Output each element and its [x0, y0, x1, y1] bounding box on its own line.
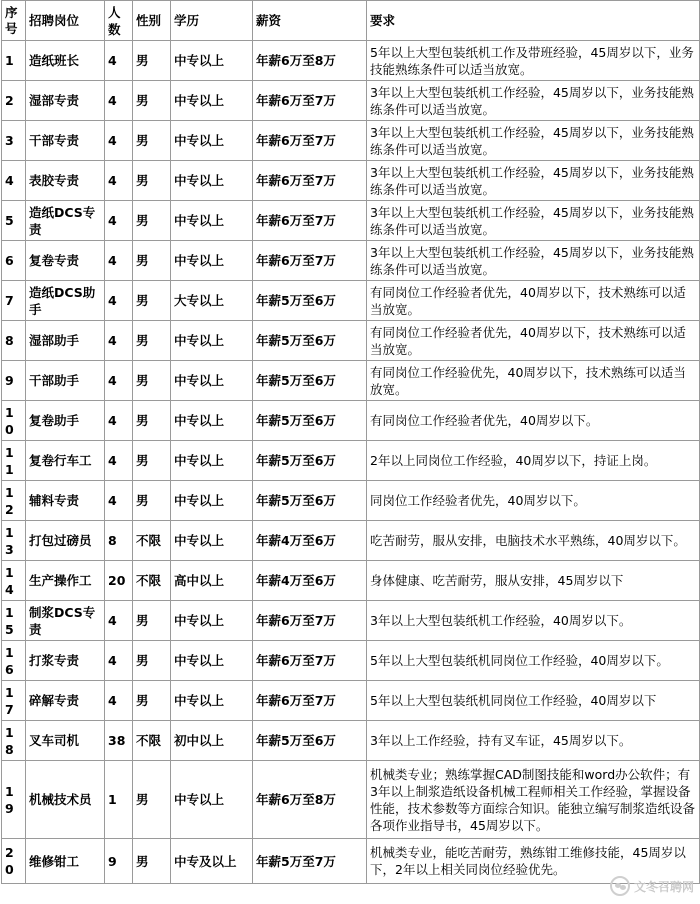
row-count: 4 [105, 361, 133, 401]
row-position: 复卷专责 [26, 241, 105, 281]
row-education: 大专以上 [171, 281, 253, 321]
header-position: 招聘岗位 [26, 1, 105, 41]
row-education: 中专以上 [171, 641, 253, 681]
row-position: 干部助手 [26, 361, 105, 401]
row-education: 初中以上 [171, 721, 253, 761]
table-row [2, 81, 700, 121]
row-education: 中专及以上 [171, 839, 253, 884]
row-seq: 6 [2, 241, 26, 281]
row-count: 4 [105, 281, 133, 321]
row-seq: 8 [2, 321, 26, 361]
row-gender: 男 [133, 641, 171, 681]
row-count: 4 [105, 41, 133, 81]
table-row [2, 441, 700, 481]
row-position: 打浆专责 [26, 641, 105, 681]
row-seq: 16 [2, 641, 26, 681]
row-seq: 10 [2, 401, 26, 441]
header-salary: 薪资 [253, 1, 367, 41]
row-requirements: 5年以上大型包装纸机工作及带班经验，45周岁以下，业务技能熟练条件可以适当放宽。 [367, 41, 700, 81]
row-requirements: 有同岗位工作经验者优先，40周岁以下。 [367, 401, 700, 441]
row-position: 辅料专责 [26, 481, 105, 521]
row-education: 高中以上 [171, 561, 253, 601]
row-education: 中专以上 [171, 81, 253, 121]
table-row [2, 241, 700, 281]
table-row [2, 41, 700, 81]
row-salary: 年薪4万至6万 [253, 521, 367, 561]
row-requirements: 3年以上大型包装纸机工作经验，45周岁以下，业务技能熟练条件可以适当放宽。 [367, 81, 700, 121]
table-row [2, 761, 700, 839]
table-row [2, 281, 700, 321]
row-position: 造纸班长 [26, 41, 105, 81]
row-salary: 年薪6万至7万 [253, 201, 367, 241]
row-requirements: 3年以上大型包装纸机工作经验，40周岁以下。 [367, 601, 700, 641]
row-requirements: 3年以上大型包装纸机工作经验，45周岁以下，业务技能熟练条件可以适当放宽。 [367, 161, 700, 201]
row-position: 生产操作工 [26, 561, 105, 601]
table-row [2, 721, 700, 761]
row-position: 叉车司机 [26, 721, 105, 761]
row-seq: 14 [2, 561, 26, 601]
row-position: 湿部助手 [26, 321, 105, 361]
row-requirements: 有同岗位工作经验者优先，40周岁以下，技术熟练可以适当放宽。 [367, 321, 700, 361]
row-count: 4 [105, 401, 133, 441]
row-seq: 20 [2, 839, 26, 884]
row-gender: 男 [133, 761, 171, 839]
header-seq: 序号 [2, 1, 26, 41]
row-salary: 年薪6万至8万 [253, 761, 367, 839]
row-count: 9 [105, 839, 133, 884]
row-education: 中专以上 [171, 761, 253, 839]
row-education: 中专以上 [171, 201, 253, 241]
table-row [2, 641, 700, 681]
table-row [2, 521, 700, 561]
row-count: 4 [105, 161, 133, 201]
table-body [2, 41, 700, 884]
header-count: 人数 [105, 1, 133, 41]
row-salary: 年薪5万至6万 [253, 281, 367, 321]
row-salary: 年薪6万至7万 [253, 121, 367, 161]
row-gender: 男 [133, 81, 171, 121]
row-education: 中专以上 [171, 521, 253, 561]
row-gender: 男 [133, 241, 171, 281]
row-education: 中专以上 [171, 321, 253, 361]
row-salary: 年薪5万至6万 [253, 361, 367, 401]
row-salary: 年薪5万至6万 [253, 321, 367, 361]
row-requirements: 2年以上同岗位工作经验，40周岁以下，持证上岗。 [367, 441, 700, 481]
row-gender: 男 [133, 681, 171, 721]
row-count: 4 [105, 241, 133, 281]
row-count: 4 [105, 81, 133, 121]
row-requirements: 3年以上大型包装纸机工作经验，45周岁以下，业务技能熟练条件可以适当放宽。 [367, 241, 700, 281]
row-position: 复卷行车工 [26, 441, 105, 481]
row-salary: 年薪6万至7万 [253, 681, 367, 721]
row-seq: 3 [2, 121, 26, 161]
row-seq: 12 [2, 481, 26, 521]
row-count: 4 [105, 321, 133, 361]
row-requirements: 5年以上大型包装纸机同岗位工作经验，40周岁以下。 [367, 641, 700, 681]
row-salary: 年薪6万至8万 [253, 41, 367, 81]
row-gender: 不限 [133, 521, 171, 561]
row-count: 4 [105, 201, 133, 241]
table-row [2, 361, 700, 401]
row-requirements: 吃苦耐劳，服从安排，电脑技术水平熟练，40周岁以下。 [367, 521, 700, 561]
table-row [2, 201, 700, 241]
row-count: 4 [105, 441, 133, 481]
table-row [2, 839, 700, 884]
row-salary: 年薪6万至7万 [253, 641, 367, 681]
table-row [2, 401, 700, 441]
row-count: 4 [105, 121, 133, 161]
row-position: 碎解专责 [26, 681, 105, 721]
row-gender: 不限 [133, 721, 171, 761]
row-seq: 15 [2, 601, 26, 641]
row-education: 中专以上 [171, 361, 253, 401]
row-count: 4 [105, 681, 133, 721]
row-count: 20 [105, 561, 133, 601]
row-gender: 男 [133, 601, 171, 641]
row-seq: 9 [2, 361, 26, 401]
row-count: 1 [105, 761, 133, 839]
row-education: 中专以上 [171, 241, 253, 281]
row-education: 中专以上 [171, 441, 253, 481]
row-gender: 男 [133, 121, 171, 161]
row-seq: 18 [2, 721, 26, 761]
row-requirements: 3年以上大型包装纸机工作经验，45周岁以下，业务技能熟练条件可以适当放宽。 [367, 201, 700, 241]
row-education: 中专以上 [171, 121, 253, 161]
row-salary: 年薪5万至6万 [253, 441, 367, 481]
row-gender: 男 [133, 361, 171, 401]
table-row [2, 681, 700, 721]
row-salary: 年薪6万至7万 [253, 81, 367, 121]
row-gender: 男 [133, 161, 171, 201]
row-requirements: 3年以上大型包装纸机工作经验，45周岁以下，业务技能熟练条件可以适当放宽。 [367, 121, 700, 161]
row-seq: 5 [2, 201, 26, 241]
row-seq: 1 [2, 41, 26, 81]
row-count: 8 [105, 521, 133, 561]
row-position: 造纸DCS助手 [26, 281, 105, 321]
row-requirements: 机械类专业；熟练掌握CAD制图技能和word办公软件；有3年以上制浆造纸设备机械工程师相关工作经验，掌握设备性能，技术参数等方面综合知识。能独立编写制浆造纸设备各项作业指导书，45周岁以下。 [367, 761, 700, 839]
row-education: 中专以上 [171, 681, 253, 721]
row-seq: 19 [2, 761, 26, 839]
row-education: 中专以上 [171, 601, 253, 641]
row-requirements: 机械类专业，能吃苦耐劳，熟练钳工维修技能，45周岁以下，2年以上相关同岗位经验优先。 [367, 839, 700, 884]
row-salary: 年薪5万至6万 [253, 721, 367, 761]
watermark-text: 文冬召聘网 [633, 879, 694, 894]
row-gender: 男 [133, 41, 171, 81]
row-gender: 不限 [133, 561, 171, 601]
row-seq: 4 [2, 161, 26, 201]
row-requirements: 3年以上工作经验，持有叉车证，45周岁以下。 [367, 721, 700, 761]
row-gender: 男 [133, 441, 171, 481]
row-requirements: 有同岗位工作经验者优先，40周岁以下，技术熟练可以适当放宽。 [367, 281, 700, 321]
row-education: 中专以上 [171, 401, 253, 441]
row-count: 4 [105, 481, 133, 521]
row-requirements: 有同岗位工作经验优先，40周岁以下，技术熟练可以适当放宽。 [367, 361, 700, 401]
row-salary: 年薪4万至6万 [253, 561, 367, 601]
row-count: 4 [105, 601, 133, 641]
table-row [2, 601, 700, 641]
row-position: 复卷助手 [26, 401, 105, 441]
row-position: 机械技术员 [26, 761, 105, 839]
row-position: 干部专责 [26, 121, 105, 161]
row-salary: 年薪6万至7万 [253, 161, 367, 201]
row-salary: 年薪6万至7万 [253, 601, 367, 641]
row-seq: 7 [2, 281, 26, 321]
row-position: 湿部专责 [26, 81, 105, 121]
row-position: 造纸DCS专责 [26, 201, 105, 241]
row-requirements: 5年以上大型包装纸机同岗位工作经验，40周岁以下 [367, 681, 700, 721]
row-requirements: 身体健康、吃苦耐劳，服从安排，45周岁以下 [367, 561, 700, 601]
row-gender: 男 [133, 481, 171, 521]
row-position: 维修钳工 [26, 839, 105, 884]
row-seq: 11 [2, 441, 26, 481]
row-gender: 男 [133, 321, 171, 361]
row-gender: 男 [133, 839, 171, 884]
row-position: 表胶专责 [26, 161, 105, 201]
row-salary: 年薪5万至7万 [253, 839, 367, 884]
row-seq: 17 [2, 681, 26, 721]
recruitment-table [1, 0, 700, 884]
row-education: 中专以上 [171, 481, 253, 521]
header-gender: 性别 [133, 1, 171, 41]
table-row [2, 121, 700, 161]
row-gender: 男 [133, 201, 171, 241]
row-salary: 年薪5万至6万 [253, 401, 367, 441]
row-count: 38 [105, 721, 133, 761]
table-row [2, 481, 700, 521]
row-education: 中专以上 [171, 161, 253, 201]
header-requirements: 要求 [367, 1, 700, 41]
row-requirements: 同岗位工作经验者优先，40周岁以下。 [367, 481, 700, 521]
table-row [2, 321, 700, 361]
row-count: 4 [105, 641, 133, 681]
header-education: 学历 [171, 1, 253, 41]
row-position: 制浆DCS专责 [26, 601, 105, 641]
row-seq: 2 [2, 81, 26, 121]
row-gender: 男 [133, 401, 171, 441]
row-salary: 年薪6万至7万 [253, 241, 367, 281]
table-row [2, 561, 700, 601]
row-gender: 男 [133, 281, 171, 321]
row-education: 中专以上 [171, 41, 253, 81]
row-salary: 年薪5万至6万 [253, 481, 367, 521]
table-row [2, 161, 700, 201]
row-seq: 13 [2, 521, 26, 561]
row-position: 打包过磅员 [26, 521, 105, 561]
table-header-row [2, 1, 700, 41]
